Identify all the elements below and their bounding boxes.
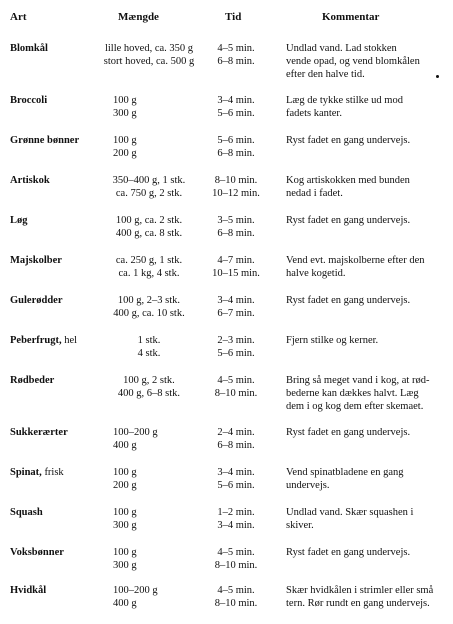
quantity-line: 400 g, 6–8 stk. (117, 388, 181, 399)
time-cell (200, 374, 272, 400)
quantity-line: 100 g, ca. 2 stk. (115, 215, 183, 226)
quantity-line: 400 g, ca. 10 stk. (113, 308, 185, 319)
time-cell (200, 506, 272, 532)
time-line: 3–5 min. (217, 215, 255, 226)
quantity-line: 100 g (113, 95, 137, 106)
comment-cell (286, 134, 451, 147)
comment-line: tern. Rør rundt en gang undervejs. (286, 598, 430, 609)
comment-cell (286, 584, 451, 610)
time-cell (200, 334, 272, 360)
time-cell (200, 546, 272, 572)
quantity-line: 4 stk. (137, 348, 161, 359)
vegetable-name (10, 214, 28, 227)
comment-line: Kog artiskokken med bunden (286, 175, 410, 186)
comment-cell (286, 506, 451, 532)
comment-line: Læg de tykke stilke ud mod (286, 95, 403, 106)
quantity-line: 200 g (113, 148, 137, 159)
vegetable-name-main: Artiskok (10, 175, 50, 186)
comment-line: fadets kanter. (286, 108, 342, 119)
quantity-line: 400 g, ca. 8 stk. (115, 228, 183, 239)
quantity-line: stort hoved, ca. 500 g (103, 56, 195, 67)
comment-line: Ryst fadet en gang undervejs. (286, 135, 411, 146)
vegetable-name (10, 94, 47, 107)
comment-line: Bring så meget vand i kog, at rød- (286, 375, 430, 386)
comment-line: Undlad vand. Lad stokken (286, 43, 397, 54)
vegetable-name (10, 254, 62, 267)
comment-line: Undlad vand. Skær squashen i (286, 507, 414, 518)
comment-line: Ryst fadet en gang undervejs. (286, 547, 411, 558)
time-line: 3–4 min. (217, 467, 255, 478)
vegetable-name (10, 546, 64, 559)
comment-line: efter den halve tid. (286, 69, 365, 80)
comment-line: Vend spinatbladene en gang (286, 467, 404, 478)
vegetable-name-main: Grønne bønner (10, 135, 80, 146)
time-cell (200, 426, 272, 452)
header-maengde: Mængde (118, 11, 159, 23)
quantity-line: 100–200 g (113, 427, 158, 438)
comment-line: skiver. (286, 520, 314, 531)
quantity-line: 100 g (113, 467, 137, 478)
comment-line: Ryst fadet en gang undervejs. (286, 215, 411, 226)
comment-line: bederne kan dækkes halvt. Læg (286, 388, 419, 399)
comment-line: Vend evt. majskolberne efter den (286, 255, 425, 266)
vegetable-name (10, 506, 43, 519)
time-line: 5–6 min. (217, 480, 255, 491)
vegetable-name-main: Rødbeder (10, 375, 55, 386)
comment-line: Fjern stilke og kerner. (286, 335, 379, 346)
time-cell (200, 294, 272, 320)
comment-line: dem i og kog dem efter skemaet. (286, 401, 424, 412)
comment-cell (286, 94, 451, 120)
comment-cell (286, 254, 451, 280)
time-line: 8–10 min. (214, 175, 258, 186)
comment-line: undervejs. (286, 480, 330, 491)
comment-cell (286, 294, 451, 307)
header-tid: Tid (225, 11, 242, 23)
time-line: 6–8 min. (217, 148, 255, 159)
time-cell (200, 466, 272, 492)
quantity-line: 400 g (113, 598, 137, 609)
time-line: 2–4 min. (217, 427, 255, 438)
comment-line: Skær hvidkålen i strimler eller små (286, 585, 434, 596)
time-cell (200, 254, 272, 280)
time-cell (200, 584, 272, 610)
time-line: 8–10 min. (214, 560, 258, 571)
comment-line: Ryst fadet en gang undervejs. (286, 295, 411, 306)
header-kommentar: Kommentar (322, 11, 380, 23)
vegetable-name-main: Squash (10, 507, 43, 518)
time-line: 6–8 min. (217, 56, 255, 67)
time-cell (200, 94, 272, 120)
vegetable-name-main: Hvidkål (10, 585, 47, 596)
header-art: Art (10, 11, 27, 23)
time-cell (200, 214, 272, 240)
vegetable-name-main: Gulerødder (10, 295, 63, 306)
vegetable-name (10, 374, 54, 387)
time-line: 2–3 min. (217, 335, 255, 346)
vegetable-name-main: Broccoli (10, 95, 48, 106)
quantity-line: 1 stk. (137, 335, 161, 346)
time-line: 4–7 min. (217, 255, 255, 266)
time-line: 3–4 min. (217, 95, 255, 106)
time-line: 3–4 min. (217, 295, 255, 306)
quantity-line: 100 g, 2 stk. (123, 375, 175, 386)
vegetable-name-main: Løg (10, 215, 28, 226)
time-line: 5–6 min. (217, 108, 255, 119)
quantity-line: ca. 1 kg, 4 stk. (118, 268, 180, 279)
vegetable-name (10, 42, 48, 55)
time-line: 4–5 min. (217, 375, 255, 386)
vegetable-name (10, 426, 68, 439)
comment-cell (286, 214, 451, 227)
quantity-line: 100–200 g (113, 585, 158, 596)
time-line: 4–5 min. (217, 43, 255, 54)
comment-cell (286, 174, 451, 200)
comment-cell (286, 466, 451, 492)
comment-cell (286, 42, 451, 81)
time-line: 5–6 min. (217, 135, 255, 146)
time-line: 5–6 min. (217, 348, 255, 359)
quantity-line: 100 g (113, 547, 137, 558)
vegetable-name (10, 466, 64, 479)
vegetable-name-main: Sukkerærter (10, 427, 68, 438)
comment-line: Ryst fadet en gang undervejs. (286, 427, 411, 438)
time-line: 6–8 min. (217, 440, 255, 451)
time-line: 6–8 min. (217, 228, 255, 239)
time-line: 6–7 min. (217, 308, 255, 319)
quantity-line: 100 g, 2–3 stk. (117, 295, 181, 306)
time-line: 4–5 min. (217, 547, 255, 558)
time-cell (200, 42, 272, 68)
vegetable-name (10, 294, 63, 307)
vegetable-name (10, 584, 46, 597)
quantity-line: 300 g (113, 520, 137, 531)
time-cell (200, 174, 272, 200)
comment-cell (286, 546, 451, 559)
quantity-line: 350–400 g, 1 stk. (112, 175, 186, 186)
quantity-line: ca. 250 g, 1 stk. (115, 255, 183, 266)
stray-dot (436, 75, 439, 78)
quantity-line: 300 g (113, 560, 137, 571)
quantity-line: 400 g (113, 440, 137, 451)
vegetable-name-main: Voksbønner (10, 547, 64, 558)
comment-line: halve kogetid. (286, 268, 346, 279)
vegetable-name-main: Majskolber (10, 255, 62, 266)
vegetable-name-qualifier: hel (61, 335, 78, 346)
comment-cell (286, 426, 451, 439)
time-line: 1–2 min. (217, 507, 255, 518)
time-line: 3–4 min. (217, 520, 255, 531)
comment-line: nedad i fadet. (286, 188, 343, 199)
quantity-line: lille hoved, ca. 350 g (104, 43, 194, 54)
quantity-line: ca. 750 g, 2 stk. (115, 188, 183, 199)
vegetable-name-main: Blomkål (10, 43, 48, 54)
quantity-line: 100 g (113, 135, 137, 146)
comment-line: vende opad, og vend blomkålen (286, 56, 420, 67)
vegetable-name (10, 174, 50, 187)
time-line: 10–12 min. (212, 188, 260, 199)
vegetable-name-qualifier: frisk (41, 467, 64, 478)
time-line: 10–15 min. (212, 268, 260, 279)
quantity-line: 200 g (113, 480, 137, 491)
time-cell (200, 134, 272, 160)
time-line: 8–10 min. (214, 598, 258, 609)
comment-cell (286, 374, 451, 413)
quantity-line: 300 g (113, 108, 137, 119)
time-line: 4–5 min. (217, 585, 255, 596)
comment-cell (286, 334, 451, 347)
vegetable-name-main: Peberfrugt, (10, 335, 62, 346)
vegetable-name-main: Spinat, (10, 467, 42, 478)
time-line: 8–10 min. (214, 388, 258, 399)
quantity-line: 100 g (113, 507, 137, 518)
